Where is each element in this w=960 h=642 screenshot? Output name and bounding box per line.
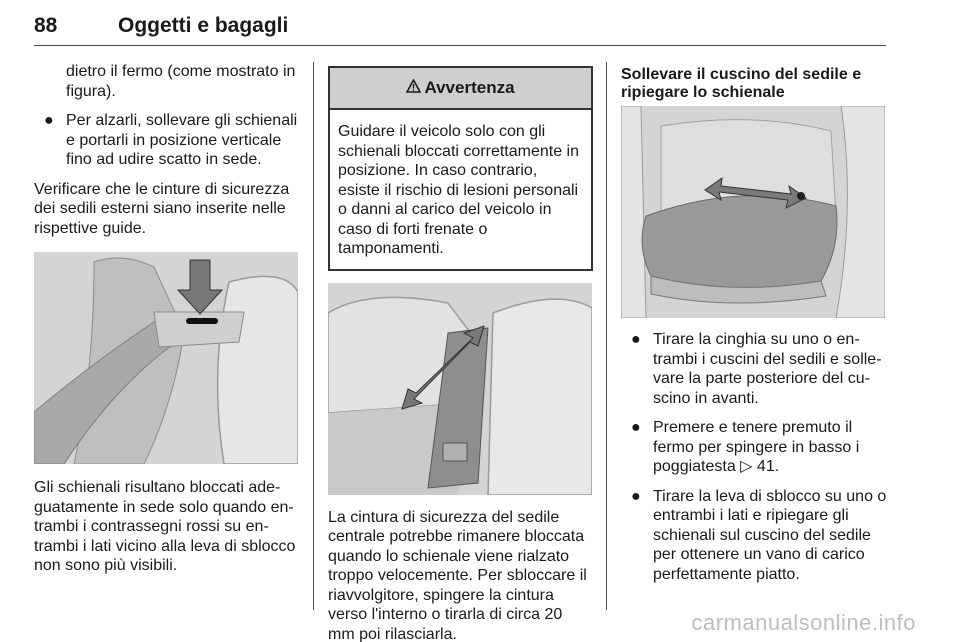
seat-cushion-illustration bbox=[621, 106, 885, 318]
page-title: Oggetti e bagagli bbox=[118, 14, 289, 37]
bullet-item bbox=[34, 111, 300, 170]
column-2 bbox=[328, 62, 593, 642]
bullet-text: Tirare la leva di sblocco su uno o entrambi i lati e ripiegare gli schienali sul cuscino del sedile per ottenere un vano di carico perfettamente piatto. bbox=[653, 487, 887, 583]
watermark: carmanualsonline.info bbox=[691, 610, 916, 635]
page-header bbox=[34, 6, 886, 46]
bullet-dot: ● bbox=[631, 487, 641, 505]
column-3 bbox=[621, 62, 887, 594]
bullet-dot: ● bbox=[631, 419, 641, 436]
warning-title: Avvertenza bbox=[424, 78, 515, 98]
column-divider-2 bbox=[606, 62, 607, 610]
column-divider-1 bbox=[313, 62, 314, 610]
seatbelt-guide-illustration bbox=[34, 252, 298, 464]
center-seatbelt-illustration bbox=[328, 283, 592, 495]
page-number: 88 bbox=[34, 14, 58, 37]
bullet-text: Per alzarli, sollevare gli schienali e portarli in posizione verticale fino ad udire scatto in sede. bbox=[66, 112, 298, 168]
bullet-item bbox=[621, 330, 887, 408]
bullet-text: Premere e tenere premuto il fermo per spingere in basso i poggiatesta ▷ 41. bbox=[653, 419, 860, 475]
bullet-item bbox=[621, 418, 887, 477]
bullet-dot: ● bbox=[44, 112, 54, 129]
paragraph: La cintura di sicurezza del sedile centrale potrebbe rimanere bloccata quando lo schienale viene rialzato troppo velocemente. Per sbloccare il riavvolgitore, spingere la cintura verso l'interno o tirarla di circa 20 mm poi rilasciarla. bbox=[328, 508, 587, 642]
bullet-item bbox=[621, 487, 887, 585]
paragraph: Gli schienali risultano bloccati adeguatamente in sede solo quando entrambi i contrassegni rossi su entrambi i lati vicino alla leva di sblocco non sono più visibili. bbox=[34, 479, 296, 574]
center-seatbelt-drawing bbox=[328, 283, 592, 495]
warning-triangle-icon bbox=[406, 78, 421, 98]
warning-text: Guidare il veicolo solo con gli schienali bloccati correttamente in posizione. In caso contrario, esiste il rischio di lesioni personali o danni al carico del veicolo in caso di forti frenate o tamponamenti. bbox=[338, 123, 580, 257]
subheading: Sollevare il cuscino del sedile e ripiegare lo schienale bbox=[621, 66, 862, 101]
seat-cushion-drawing bbox=[621, 106, 885, 318]
warning-box bbox=[328, 66, 593, 271]
seatbelt-guide-drawing bbox=[34, 252, 298, 464]
paragraph: Verificare che le cinture di sicurezza dei sedili esterni siano inserite nelle rispettive guide. bbox=[34, 180, 290, 237]
column-1 bbox=[34, 62, 300, 588]
warning-header bbox=[330, 68, 591, 110]
bullet-dot: ● bbox=[631, 331, 641, 348]
continued-text: dietro il fermo (come mostrato in figura). bbox=[66, 63, 296, 100]
bullet-text: Tirare la cinghia su uno o entrambi i cuscini del sedili e sollevare la parte posteriore del cuscino in avanti. bbox=[653, 331, 882, 407]
